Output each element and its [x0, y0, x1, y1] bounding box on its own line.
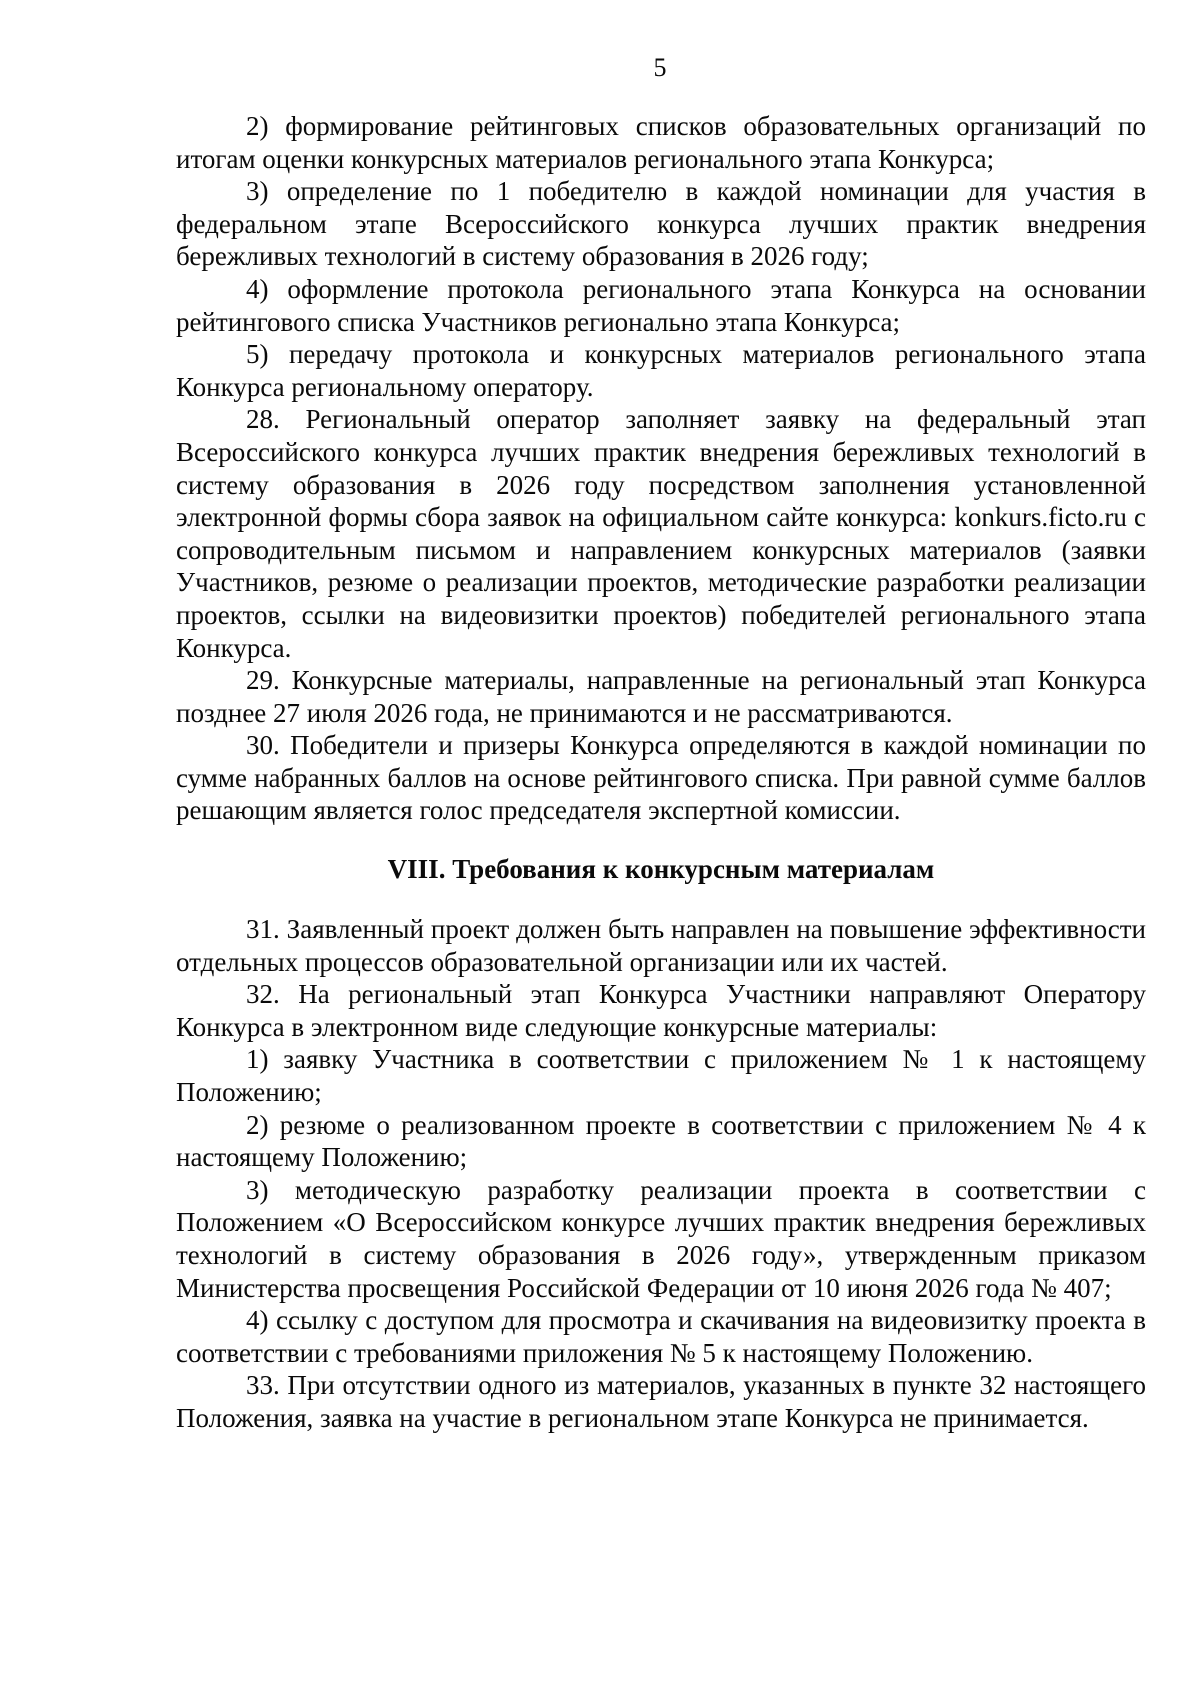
paragraph-item-2: 2) формирование рейтинговых списков образовательных организаций по итогам оценки конкурсных материалов регионального этапа Конкурса; — [176, 111, 1146, 174]
paragraph-material-2: 2) резюме о реализованном проекте в соответствии с приложением № 4 к настоящему Положению; — [176, 1109, 1146, 1173]
page-number: 5 — [653, 53, 667, 82]
paragraph-clause-32: 32. На региональный этап Конкурса Участники направляют Оператору Конкурса в электронном виде следующие конкурсные материалы: — [176, 979, 1146, 1042]
paragraph-clause-30: 30. Победители и призеры Конкурса определяются в каждой номинации по сумме набранных баллов на основе рейтингового списка. При равной сумме баллов решающим является голос председателя экспертной комиссии. — [176, 730, 1146, 826]
paragraph-clause-28: 28. Региональный оператор заполняет заявку на федеральный этап Всероссийского конкурса лучших практик внедрения бережливых технологий в систему образования в 2026 году посредством заполнения установленной электронной формы сбора заявок на официальном сайте конкурса: konkurs.ficto.ru с сопроводительным письмом и направлением конкурсных материалов (заявки Участников, резюме о реализации проектов, методические разработки реализации проектов, ссылки на видеовизитки проектов) победителей регионального этапа Конкурса. — [176, 404, 1146, 663]
section-heading: VIII. Требования к конкурсным материалам — [387, 854, 935, 885]
paragraph-material-4: 4) ссылку с доступом для просмотра и скачивания на видеовизитку проекта в соответствии с требованиями приложения № 5 к настоящему Положению. — [176, 1305, 1146, 1368]
paragraph-item-4: 4) оформление протокола регионального этапа Конкурса на основании рейтингового списка Участников регионально этапа Конкурса; — [176, 273, 1146, 337]
paragraph-material-3: 3) методическую разработку реализации проекта в соответствии с Положением «О Всероссийском конкурсе лучших практик внедрения бережливых технологий в систему образования в 2026 году», утвержденным приказом Министерства просвещения Российской Федерации от 10 июня 2026 года № 407; — [176, 1174, 1146, 1303]
paragraph-clause-31: 31. Заявленный проект должен быть направлен на повышение эффективности отдельных процессов образовательной организации или их частей. — [176, 914, 1146, 977]
paragraph-item-3: 3) определение по 1 победителю в каждой номинации для участия в федеральном этапе Всероссийского конкурса лучших практик внедрения бережливых технологий в систему образования в 2026 году; — [176, 176, 1146, 272]
paragraph-clause-29: 29. Конкурсные материалы, направленные на региональный этап Конкурса позднее 27 июля 2026 года, не принимаются и не рассматриваются. — [176, 665, 1146, 728]
paragraph-material-1: 1) заявку Участника в соответствии с приложением № 1 к настоящему Положению; — [176, 1044, 1146, 1108]
paragraph-item-5: 5) передачу протокола и конкурсных материалов регионального этапа Конкурса региональному оператору. — [176, 339, 1146, 402]
document-body — [176, 110, 1146, 1435]
paragraph-clause-33: 33. При отсутствии одного из материалов, указанных в пункте 32 настоящего Положения, заявка на участие в региональном этапе Конкурса не принимается. — [176, 1370, 1146, 1433]
